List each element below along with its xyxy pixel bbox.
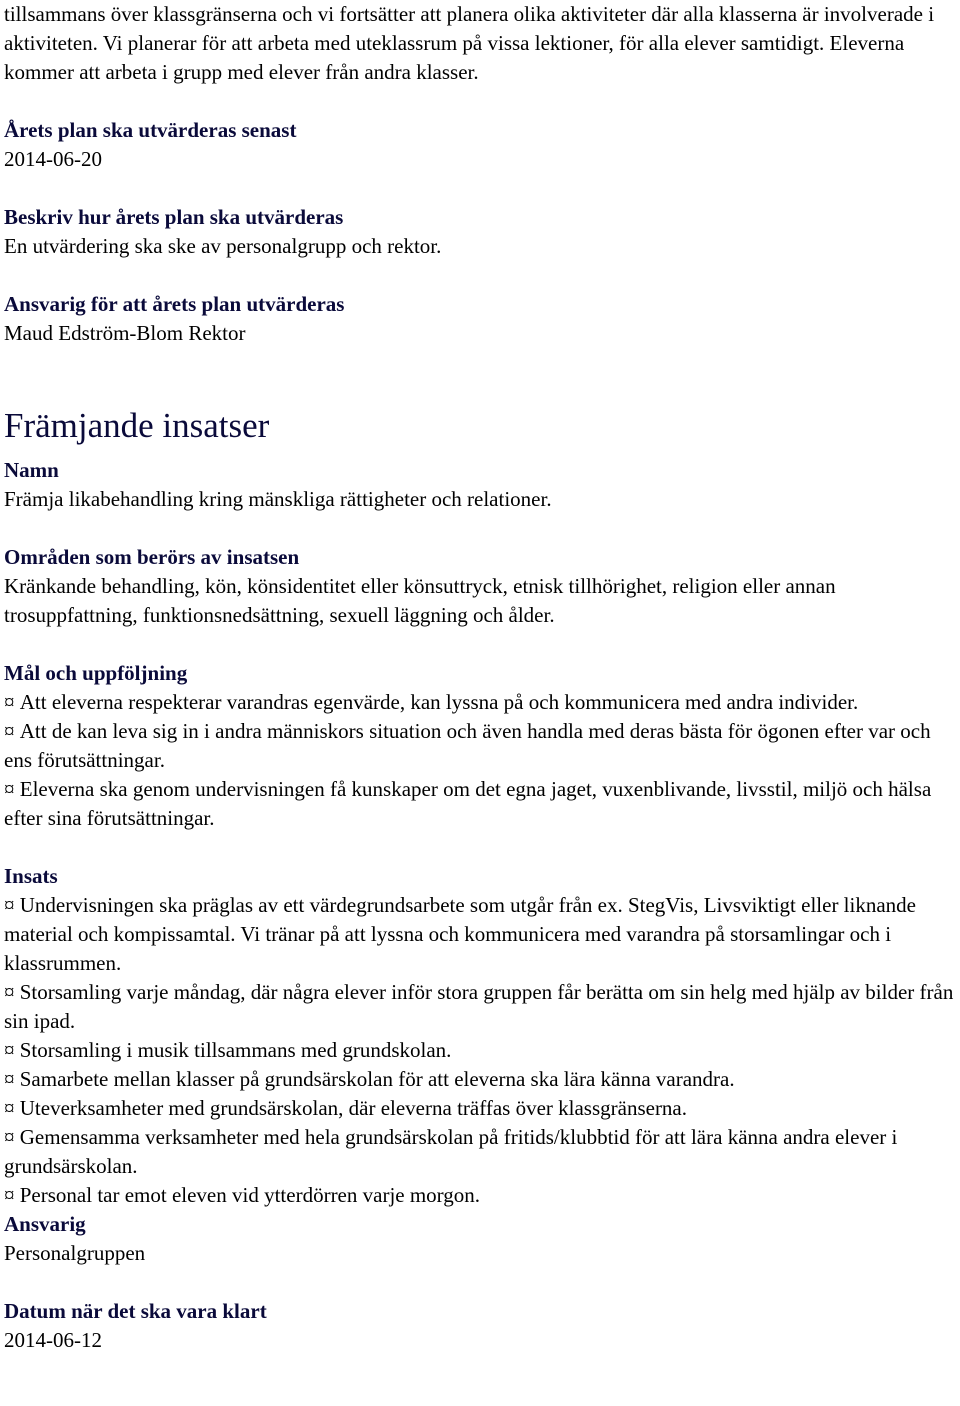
- evaluation-responsible-value: Maud Edström-Blom Rektor: [4, 321, 246, 345]
- evaluation-how-value: En utvärdering ska ske av personalgrupp och rektor.: [4, 234, 442, 258]
- goals-heading: Mål och uppföljning: [4, 661, 188, 685]
- spacer: [4, 174, 956, 203]
- action-item: ¤ Storsamling i musik tillsammans med grundskolan.: [4, 1036, 956, 1065]
- responsible-value: Personalgruppen: [4, 1241, 146, 1265]
- deadline-heading: Datum när det ska vara klart: [4, 1299, 267, 1323]
- intro-paragraph: tillsammans över klassgränserna och vi fortsätter att planera olika aktiviteter där alla klasserna är involverade i aktiviteten. Vi planerar för att arbeta med uteklassrum på vissa lektioner, för alla elever samtidigt. Eleverna kommer att arbeta i grupp med elever från andra klasser.: [4, 2, 935, 84]
- action-item: ¤ Samarbete mellan klasser på grundsärskolan för att eleverna ska lära känna varandra.: [4, 1065, 956, 1094]
- evaluation-responsible-heading: Ansvarig för att årets plan utvärderas: [4, 292, 345, 316]
- evaluation-date-value: 2014-06-20: [4, 147, 102, 171]
- action-item: ¤ Gemensamma verksamheter med hela grundsärskolan på fritids/klubbtid för att lära känna andra elever i grundsärskolan.: [4, 1123, 956, 1181]
- name-value: Främja likabehandling kring mänskliga rättigheter och relationer.: [4, 487, 552, 511]
- action-item: ¤ Personal tar emot eleven vid ytterdörren varje morgon.: [4, 1181, 956, 1210]
- deadline-value: 2014-06-12: [4, 1328, 102, 1352]
- action-item: ¤ Undervisningen ska präglas av ett värdegrundsarbete som utgår från ex. StegVis, Livsviktigt eller liknande material och kompissamtal. Vi tränar på att lyssna och kommunicera med varandra på storsamlingar och i klassrummen.: [4, 891, 956, 978]
- section-title: Främjande insatser: [4, 406, 270, 445]
- actions-heading: Insats: [4, 864, 58, 888]
- areas-heading: Områden som berörs av insatsen: [4, 545, 300, 569]
- action-item: ¤ Uteverksamheter med grundsärskolan, där eleverna träffas över klassgränserna.: [4, 1094, 956, 1123]
- responsible-heading: Ansvarig: [4, 1212, 86, 1236]
- areas-value: Kränkande behandling, kön, könsidentitet eller könsuttryck, etnisk tillhörighet, religion eller annan trosuppfattning, funktionsnedsättning, sexuell läggning och ålder.: [4, 574, 836, 627]
- goal-item: ¤ Eleverna ska genom undervisningen få kunskaper om det egna jaget, vuxenblivande, livsstil, miljö och hälsa efter sina förutsättningar.: [4, 775, 956, 833]
- evaluation-date-heading: Årets plan ska utvärderas senast: [4, 118, 297, 142]
- goal-item: ¤ Att de kan leva sig in i andra människors situation och även handla med deras bästa för ögonen efter var och ens förutsättningar.: [4, 717, 956, 775]
- goal-item: ¤ Att eleverna respekterar varandras egenvärde, kan lyssna på och kommunicera med andra individer.: [4, 688, 956, 717]
- evaluation-how-heading: Beskriv hur årets plan ska utvärderas: [4, 205, 344, 229]
- name-heading: Namn: [4, 458, 59, 482]
- action-item: ¤ Storsamling varje måndag, där några elever inför stora gruppen får berätta om sin helg med hjälp av bilder från sin ipad.: [4, 978, 956, 1036]
